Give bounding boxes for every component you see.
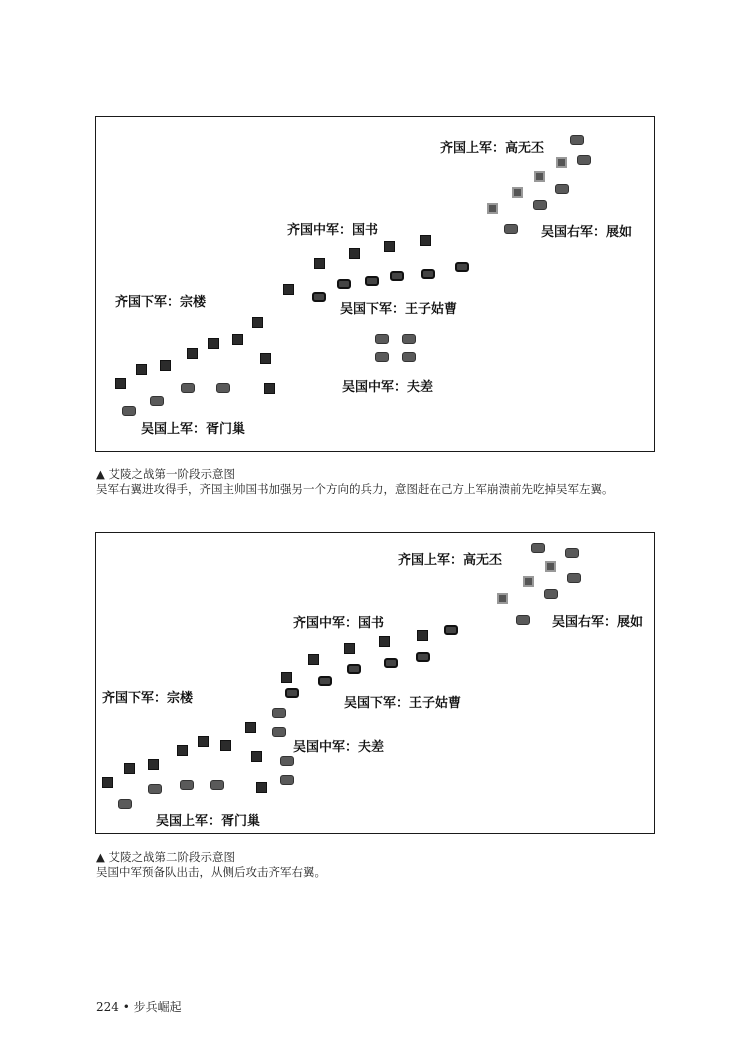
label-qi-lower-army: 齐国下军：宗楼: [115, 295, 207, 310]
wu-unit-marker: [455, 262, 469, 272]
wu-unit-marker: [531, 543, 545, 553]
qi-unit-marker: [124, 763, 135, 774]
qi-unit-marker: [344, 643, 355, 654]
qi-unit-marker: [252, 317, 263, 328]
qi-unit-marker: [177, 745, 188, 756]
wu-unit-marker: [375, 352, 389, 362]
wu-unit-marker: [555, 184, 569, 194]
qi-unit-marker: [220, 740, 231, 751]
caption-text: 吴军右翼进攻得手，齐国主帅国书加强另一个方向的兵力，意图赶在己方上军崩溃前先吃掉吴军左翼。: [96, 482, 614, 496]
wu-unit-marker: [272, 727, 286, 737]
qi-unit-marker: [487, 203, 498, 214]
wu-unit-marker: [150, 396, 164, 406]
wu-unit-marker: [421, 269, 435, 279]
qi-unit-marker: [251, 751, 262, 762]
qi-unit-marker: [245, 722, 256, 733]
wu-unit-marker: [118, 799, 132, 809]
label-qi-lower-army: 齐国下军：宗楼: [102, 691, 194, 706]
qi-unit-marker: [556, 157, 567, 168]
battle-diagram-phase-2: [95, 532, 655, 834]
label-qi-upper-army: 齐国上军：高无丕: [398, 553, 503, 568]
qi-unit-marker: [208, 338, 219, 349]
wu-unit-marker: [516, 615, 530, 625]
qi-unit-marker: [256, 782, 267, 793]
qi-unit-marker: [232, 334, 243, 345]
wu-unit-marker: [272, 708, 286, 718]
qi-unit-marker: [198, 736, 209, 747]
wu-unit-marker: [565, 548, 579, 558]
wu-unit-marker: [122, 406, 136, 416]
qi-unit-marker: [379, 636, 390, 647]
wu-unit-marker: [210, 780, 224, 790]
wu-unit-marker: [285, 688, 299, 698]
wu-unit-marker: [280, 775, 294, 785]
qi-unit-marker: [260, 353, 271, 364]
qi-unit-marker: [384, 241, 395, 252]
qi-unit-marker: [283, 284, 294, 295]
caption-title: ▲ 艾陵之战第二阶段示意图: [96, 850, 235, 864]
wu-unit-marker: [533, 200, 547, 210]
wu-unit-marker: [504, 224, 518, 234]
wu-unit-marker: [544, 589, 558, 599]
qi-unit-marker: [545, 561, 556, 572]
qi-unit-marker: [417, 630, 428, 641]
book-title: • 步兵崛起: [122, 1000, 182, 1014]
label-qi-middle-army: 齐国中军：国书: [293, 616, 385, 631]
battle-diagram-phase-1: [95, 116, 655, 452]
wu-unit-marker: [416, 652, 430, 662]
caption-phase-1: [96, 467, 614, 497]
qi-unit-marker: [115, 378, 126, 389]
wu-unit-marker: [402, 334, 416, 344]
qi-unit-marker: [349, 248, 360, 259]
wu-unit-marker: [181, 383, 195, 393]
wu-unit-marker: [216, 383, 230, 393]
label-wu-middle-army: 吴国中军：夫差: [342, 380, 434, 395]
label-wu-middle-army: 吴国中军：夫差: [293, 740, 385, 755]
wu-unit-marker: [337, 279, 351, 289]
page-footer: [96, 998, 182, 1015]
qi-unit-marker: [314, 258, 325, 269]
qi-unit-marker: [148, 759, 159, 770]
wu-unit-marker: [375, 334, 389, 344]
wu-unit-marker: [312, 292, 326, 302]
wu-unit-marker: [577, 155, 591, 165]
label-wu-right-army: 吴国右军：展如: [541, 225, 633, 240]
qi-unit-marker: [102, 777, 113, 788]
wu-unit-marker: [318, 676, 332, 686]
wu-unit-marker: [347, 664, 361, 674]
qi-unit-marker: [187, 348, 198, 359]
label-wu-right-army: 吴国右军：展如: [552, 615, 644, 630]
wu-unit-marker: [390, 271, 404, 281]
qi-unit-marker: [512, 187, 523, 198]
qi-unit-marker: [534, 171, 545, 182]
label-qi-middle-army: 齐国中军：国书: [287, 223, 379, 238]
page-number: 224: [96, 1000, 119, 1014]
qi-unit-marker: [497, 593, 508, 604]
label-wu-lower-army: 吴国下军：王子姑曹: [340, 302, 458, 317]
wu-unit-marker: [402, 352, 416, 362]
label-wu-lower-army: 吴国下军：王子姑曹: [344, 696, 462, 711]
wu-unit-marker: [444, 625, 458, 635]
qi-unit-marker: [420, 235, 431, 246]
wu-unit-marker: [384, 658, 398, 668]
caption-title: ▲ 艾陵之战第一阶段示意图: [96, 467, 235, 481]
qi-unit-marker: [281, 672, 292, 683]
wu-unit-marker: [180, 780, 194, 790]
qi-unit-marker: [160, 360, 171, 371]
wu-unit-marker: [280, 756, 294, 766]
wu-unit-marker: [365, 276, 379, 286]
qi-unit-marker: [308, 654, 319, 665]
label-wu-upper-army: 吴国上军：胥门巢: [141, 422, 246, 437]
wu-unit-marker: [148, 784, 162, 794]
wu-unit-marker: [567, 573, 581, 583]
qi-unit-marker: [264, 383, 275, 394]
label-wu-upper-army: 吴国上军：胥门巢: [156, 814, 261, 829]
wu-unit-marker: [570, 135, 584, 145]
qi-unit-marker: [136, 364, 147, 375]
label-qi-upper-army: 齐国上军：高无丕: [440, 141, 545, 156]
caption-phase-2: [96, 850, 326, 880]
qi-unit-marker: [523, 576, 534, 587]
caption-text: 吴国中军预备队出击，从侧后攻击齐军右翼。: [96, 865, 326, 879]
